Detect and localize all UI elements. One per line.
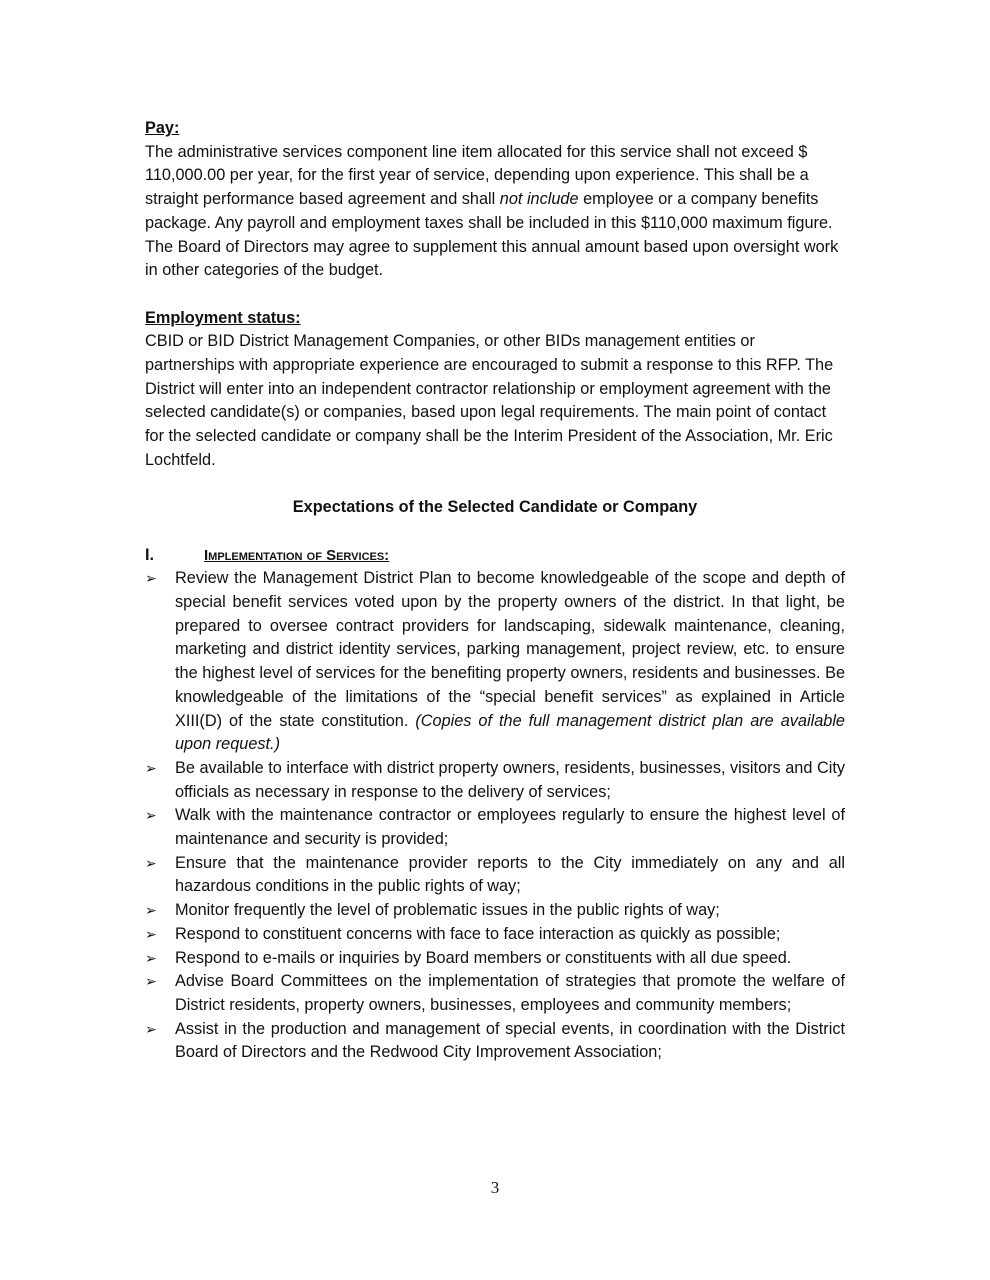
list-item	[145, 804, 845, 851]
pay-heading: Pay:	[145, 119, 180, 137]
list-item-text: Review the Management District Plan to become knowledgeable of the scope and depth of special benefit services voted upon by the property owners of the district. In that light, be prepared to oversee contract providers for landscaping, sidewalk maintenance, cleaning, marketing and district identity services, parking management, project review, etc. to ensure the highest level of services for the benefiting property owners, residents and businesses. Be knowledgeable of the limitations of the “special benefit services” as explained in Article XIII(D) of the state constitution.	[175, 569, 845, 730]
arrow-bullet-icon: ➢	[145, 902, 157, 919]
list-item	[145, 970, 845, 1017]
pay-text-2: employee or a company benefits package. Any payroll and employment taxes shall be included in this $110,000 maximum figure. The Board of Directors may agree to supplement this annual amount based upon oversight work in other categories of the budget.	[145, 190, 839, 280]
section-title: Implementation of Services:	[204, 546, 390, 564]
expectations-title: Expectations of the Selected Candidate or Company	[292, 498, 698, 517]
list-item	[145, 899, 845, 923]
list-item	[145, 757, 845, 804]
arrow-bullet-icon: ➢	[145, 973, 157, 990]
arrow-bullet-icon: ➢	[145, 1020, 157, 1037]
list-item	[145, 852, 845, 899]
arrow-bullet-icon: ➢	[145, 570, 157, 587]
list-item-text: Ensure that the maintenance provider reports to the City immediately on any and all hazardous conditions in the public rights of way;	[175, 853, 845, 896]
expectations-list	[145, 567, 845, 1065]
list-item	[145, 947, 845, 971]
page-number: 3	[490, 1178, 500, 1197]
section-heading	[145, 544, 845, 568]
list-item	[145, 567, 845, 757]
list-item	[145, 923, 845, 947]
list-item-text: Be available to interface with district property owners, residents, businesses, visitors and City officials as necessary in response to the delivery of services;	[175, 758, 845, 801]
employment-heading: Employment status:	[145, 308, 301, 327]
pay-paragraph	[145, 141, 845, 283]
arrow-bullet-icon: ➢	[145, 807, 157, 824]
pay-text-italic: not include	[499, 190, 579, 209]
list-item-text: Advise Board Committees on the implementation of strategies that promote the welfare of District residents, property owners, businesses, employees and community members;	[175, 972, 845, 1014]
list-item-italic: (Copies of the full management district plan are available upon request.)	[175, 711, 845, 754]
employment-paragraph: CBID or BID District Management Companies, or other BIDs management entities or partnerships with appropriate experience are encouraged to submit a response to this RFP. The District will enter into an independent contractor relationship or employment agreement with the selected candidate(s) or companies, based upon legal requirements. The main point of contact for the selected candidate or company shall be the Interim President of the Association, Mr. Eric Lochtfeld.	[145, 332, 834, 469]
arrow-bullet-icon: ➢	[145, 949, 157, 966]
section-number: I.	[145, 545, 155, 564]
arrow-bullet-icon: ➢	[145, 759, 157, 776]
list-item-text: Monitor frequently the level of problematic issues in the public rights of way;	[175, 901, 720, 920]
list-item-text: Walk with the maintenance contractor or employees regularly to ensure the highest level of maintenance and security is provided;	[175, 806, 845, 849]
arrow-bullet-icon: ➢	[145, 925, 157, 942]
list-item	[145, 1018, 845, 1065]
list-item-text: Respond to e-mails or inquiries by Board members or constituents with all due speed.	[175, 948, 792, 967]
document-page	[145, 117, 845, 1065]
list-item-text: Assist in the production and management of special events, in coordination with the District Board of Directors and the Redwood City Improvement Association;	[175, 1019, 845, 1062]
list-item-text: Respond to constituent concerns with face to face interaction as quickly as possible;	[175, 924, 781, 943]
arrow-bullet-icon: ➢	[145, 854, 157, 871]
pay-text-1: The administrative services component line item allocated for this service shall not exceed $ 110,000.00 per year, for the first year of service, depending upon experience. This shall be a straight performance based agreement and shall	[145, 142, 809, 209]
